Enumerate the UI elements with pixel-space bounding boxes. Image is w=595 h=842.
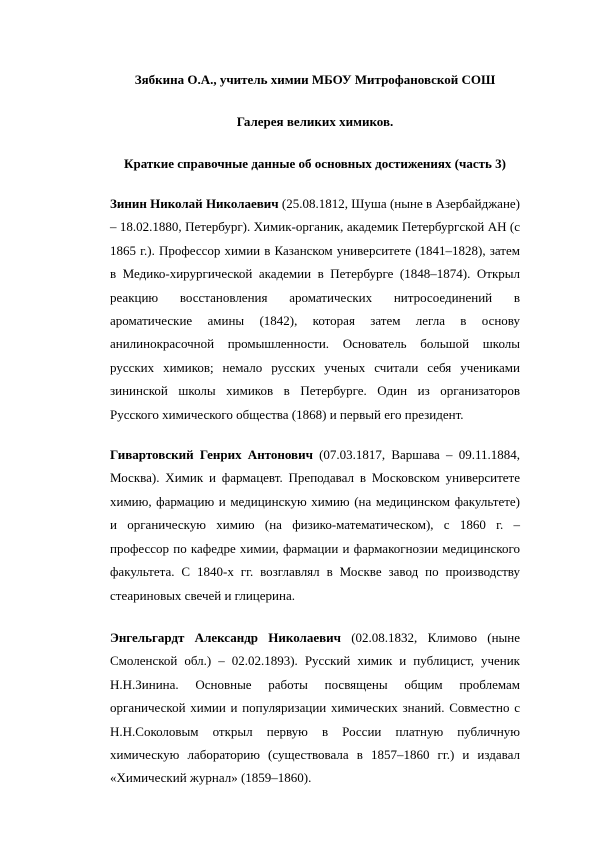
entry-name: Зинин Николай Николаевич (110, 196, 279, 211)
entry-engelgardt (110, 626, 520, 790)
document-page (110, 62, 520, 790)
entry-text: (07.03.1817, Варшава – 09.11.1884, Москва). Химик и фармацевт. Преподавал в Московском университете химию, фармацию и медицинскую химию (на медицинском факультете) и органическую химию (на физико-математическом), с 1860 г. – профессор по кафедре химии, фармации и фармакогнозии медицинского факультета. С 1840-х гг. возглавлял в Москве завод по производству стеариновых свечей и глицерина. (110, 447, 520, 603)
entry-zinin (110, 192, 520, 426)
entry-text: (02.08.1832, Климово (ныне Смоленской обл.) – 02.02.1893). Русский химик и публицист, ученик Н.Н.Зинина. Основные работы посвящены общим проблемам органической химии и популяризации химических знаний. Совместно с Н.Н.Соколовым открыл первую в России платную публичную химическую лабораторию (существовала в 1857–1860 гг.) и издавал «Химический журнал» (1859–1860). (110, 629, 520, 786)
gallery-title: Галерея великих химиков. (236, 114, 394, 129)
entry-name: Гивартовский Генрих Антонович (110, 447, 313, 463)
entry-name: Энгельгардт Александр Николаевич (110, 629, 341, 645)
entry-text: (25.08.1812, Шуша (ныне в Азербайджане) – 18.02.1880, Петербург). Химик-органик, академик Петербургской АН (с 1865 г.). Профессор химии в Казанском университете (1841–1828), затем в Медико-хирургической академии в Петербурге (1848–1874). Открыл реакцию восстановления ароматических нитросоединений в ароматические амины (1842), которая затем легла в основу анилинокрасочной промышленности. Основатель большой школы русских химиков; немало русских ученых считали себя учениками зининской школы химиков в Петербурге. Один из организаторов Русского химического общества (1868) и первый его президент. (110, 196, 520, 422)
author-line: Зябкина О.А., учитель химии МБОУ Митрофановской СОШ (134, 72, 496, 87)
entry-givartovsky (110, 443, 520, 607)
document-subtitle: Краткие справочные данные об основных достижениях (часть 3) (124, 156, 506, 171)
